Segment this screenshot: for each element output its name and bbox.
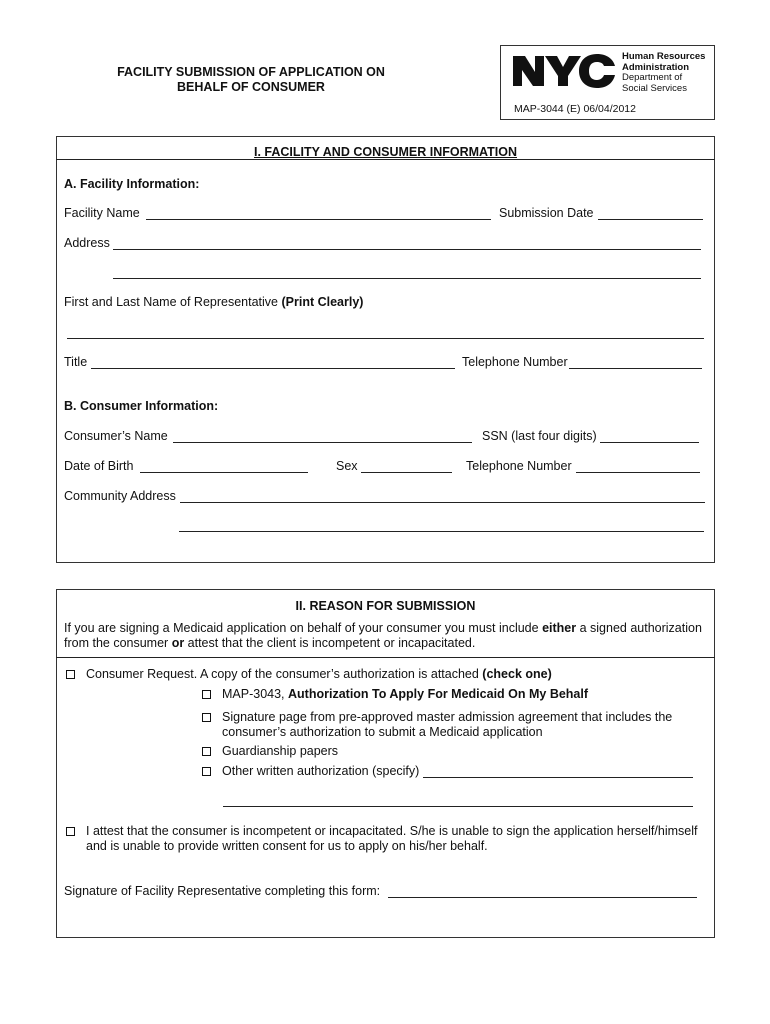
other-authorization-field-line-1[interactable] xyxy=(423,777,693,778)
guardianship-label: Guardianship papers xyxy=(222,744,339,758)
facility-telephone-field[interactable] xyxy=(569,368,702,369)
signature-page-checkbox[interactable] xyxy=(202,713,211,722)
consumer-request-text: Consumer Request. A copy of the consumer’s authorization is attached xyxy=(86,667,483,681)
representative-name-field[interactable] xyxy=(67,338,704,339)
form-title-line-2: BEHALF OF CONSUMER xyxy=(177,80,325,94)
consumer-request-checkbox[interactable] xyxy=(66,670,75,679)
intro-either: either xyxy=(542,621,577,635)
facility-info-heading: A. Facility Information: xyxy=(64,177,200,191)
signature-label: Signature of Facility Representative completing this form: xyxy=(64,884,381,898)
representative-name-label xyxy=(64,295,363,309)
section-2-heading: II. REASON FOR SUBMISSION xyxy=(295,599,476,613)
other-authorization-field-line-2[interactable] xyxy=(223,806,693,807)
intro-text-1a: If you are signing a Medicaid application on behalf of your consumer you must include xyxy=(64,621,543,635)
section-2-intro-line-1 xyxy=(64,621,702,635)
title-field[interactable] xyxy=(91,368,455,369)
intro-text-2c: attest that the client is incompetent or incapacitated. xyxy=(184,636,476,650)
form-title-line-1: FACILITY SUBMISSION OF APPLICATION ON xyxy=(117,65,385,79)
signature-page-label-line-1: Signature page from pre-approved master admission agreement that includes the xyxy=(222,710,673,724)
community-address-label: Community Address xyxy=(64,489,176,503)
agency-name xyxy=(622,52,705,94)
consumer-telephone-label: Telephone Number xyxy=(466,459,572,473)
print-clearly-note: (Print Clearly) xyxy=(281,295,364,309)
signature-page-label-line-2: consumer’s authorization to submit a Medicaid application xyxy=(222,725,543,739)
consumer-name-field[interactable] xyxy=(173,442,472,443)
intro-text-1c: a signed authorization xyxy=(576,621,702,635)
section-1-header-divider xyxy=(56,159,715,160)
address-field-line-2[interactable] xyxy=(113,278,701,279)
facility-name-label: Facility Name xyxy=(64,206,140,220)
date-of-birth-label: Date of Birth xyxy=(64,459,134,473)
section-2-intro-line-2 xyxy=(64,636,475,650)
map-3043-checkbox[interactable] xyxy=(202,690,211,699)
submission-date-label: Submission Date xyxy=(499,206,594,220)
attest-label-line-2: and is unable to provide written consent for us to apply on his/her behalf. xyxy=(86,839,488,853)
section-2-intro-divider xyxy=(56,657,715,658)
sex-field[interactable] xyxy=(361,472,452,473)
check-one-note: (check one) xyxy=(482,667,552,681)
consumer-telephone-field[interactable] xyxy=(576,472,700,473)
sex-label: Sex xyxy=(336,459,358,473)
ssn-field[interactable] xyxy=(600,442,699,443)
section-1-heading: I. FACILITY AND CONSUMER INFORMATION xyxy=(254,145,517,159)
submission-date-field[interactable] xyxy=(598,219,703,220)
representative-label-text: First and Last Name of Representative xyxy=(64,295,278,309)
department-line-1: Department of xyxy=(622,72,683,83)
date-of-birth-field[interactable] xyxy=(140,472,308,473)
ssn-label: SSN (last four digits) xyxy=(482,429,597,443)
address-label: Address xyxy=(64,236,110,250)
guardianship-checkbox[interactable] xyxy=(202,747,211,756)
agency-line-2: Administration xyxy=(622,61,690,73)
map-3043-label xyxy=(222,687,588,701)
facility-name-field[interactable] xyxy=(146,219,491,220)
nyc-logo-icon xyxy=(511,52,617,90)
map-3043-code: MAP-3043, xyxy=(222,687,289,701)
intro-text-2a: from the consumer xyxy=(64,636,172,650)
form-id: MAP-3044 (E) 06/04/2012 xyxy=(514,103,636,115)
other-authorization-label: Other written authorization (specify) xyxy=(222,764,420,778)
intro-or: or xyxy=(171,636,185,650)
community-address-field-line-1[interactable] xyxy=(180,502,705,503)
community-address-field-line-2[interactable] xyxy=(179,531,704,532)
consumer-info-heading: B. Consumer Information: xyxy=(64,399,219,413)
title-label: Title xyxy=(64,355,88,369)
consumer-name-label: Consumer’s Name xyxy=(64,429,168,443)
map-3043-title: Authorization To Apply For Medicaid On My Behalf xyxy=(288,687,589,701)
attest-checkbox[interactable] xyxy=(66,827,75,836)
facility-telephone-label: Telephone Number xyxy=(462,355,568,369)
consumer-request-label xyxy=(86,667,552,681)
agency-line-1: Human Resources xyxy=(622,51,706,62)
signature-field[interactable] xyxy=(388,897,697,898)
other-authorization-checkbox[interactable] xyxy=(202,767,211,776)
attest-label-line-1: I attest that the consumer is incompetent or incapacitated. S/he is unable to sign the application herself/himself xyxy=(86,824,698,838)
department-line-2: Social Services xyxy=(622,82,687,94)
address-field-line-1[interactable] xyxy=(113,249,701,250)
agency-logo-box xyxy=(500,45,715,120)
